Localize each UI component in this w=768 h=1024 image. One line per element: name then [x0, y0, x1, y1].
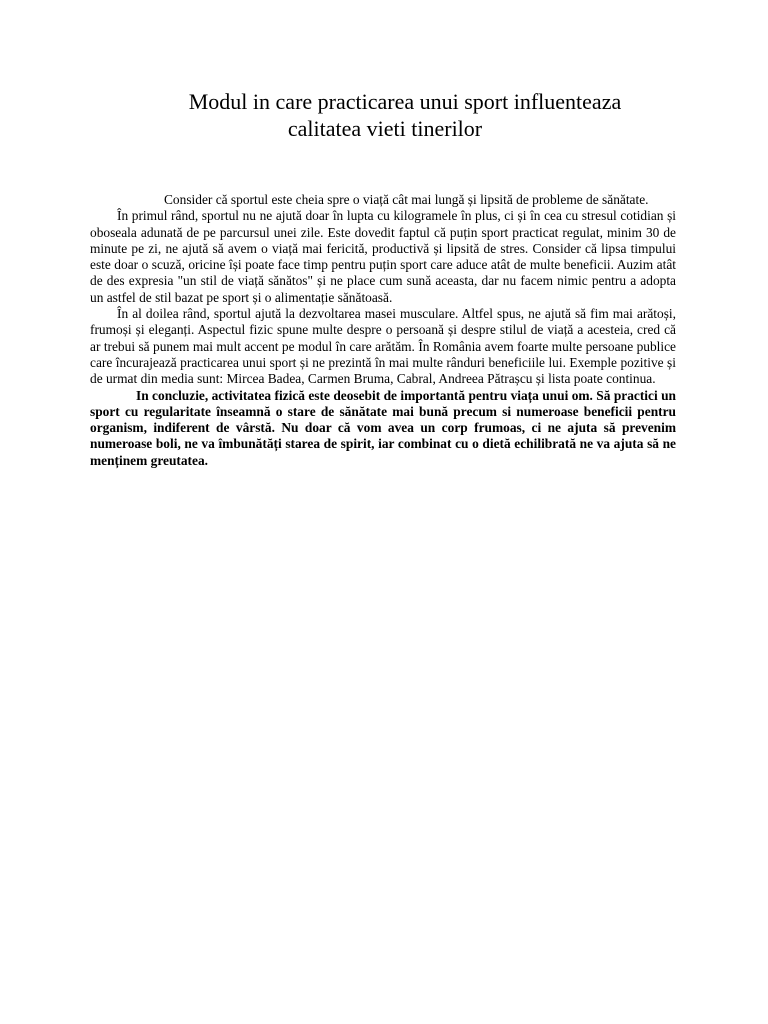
document-title: [90, 88, 680, 142]
paragraph-conclusion: In concluzie, activitatea fizică este deosebit de importantă pentru viața unui om. Să practici un sport cu regularitate înseamnă o stare de sănătate mai bună precum si numeroase beneficii pentru organism, indiferent de vârstă. Nu doar că vom avea un corp frumoas, ci ne ajuta să prevenim numeroase boli, ne va îmbunătăți starea de spirit, iar combinat cu o dietă echilibrată ne va ajuta să ne menținem greutatea.: [90, 387, 676, 468]
paragraph-intro: Consider că sportul este cheia spre o viață cât mai lungă și lipsită de probleme de sănătate.: [164, 192, 649, 207]
paragraph-first-argument: În primul rând, sportul nu ne ajută doar în lupta cu kilogramele în plus, ci și în cea cu stresul cotidian și oboseala adunată de pe parcursul unei zile. Este dovedit faptul că puțin sport practicat regulat, minim 30 de minute pe zi, ne ajută să avem o viață mai fericită, productivă și lipsită de stres. Consider că lipsa timpului este doar o scuză, oricine își poate face timp pentru puțin sport care aduce atât de multe beneficii. Auzim atât de des expresia "un stil de viață sănătos" și ne place cum sună aceasta, dar nu facem nimic pentru a adopta un astfel de stil bazat pe sport și o alimentație sănătoasă.: [90, 208, 676, 305]
title-line-2: calitatea vieti tinerilor: [287, 116, 483, 141]
document-body: [90, 192, 676, 469]
title-line-1: Modul in care practicarea unui sport influenteaza: [188, 89, 622, 114]
paragraph-second-argument: În al doilea rând, sportul ajută la dezvoltarea masei musculare. Altfel spus, ne ajută să fim mai arătoși, frumoși și eleganți. Aspectul fizic spune multe despre o persoană și despre stilul de viață a acesteia, cred că ar trebui să punem mai mult accent pe modul în care arătăm. În România avem foarte multe persoane publice care încurajează practicarea unui sport și ne prezintă în mai multe rânduri beneficiile lui. Exemple pozitive și de urmat din media sunt: Mircea Badea, Carmen Bruma, Cabral, Andreea Pătrașcu și lista poate continua.: [90, 306, 676, 387]
